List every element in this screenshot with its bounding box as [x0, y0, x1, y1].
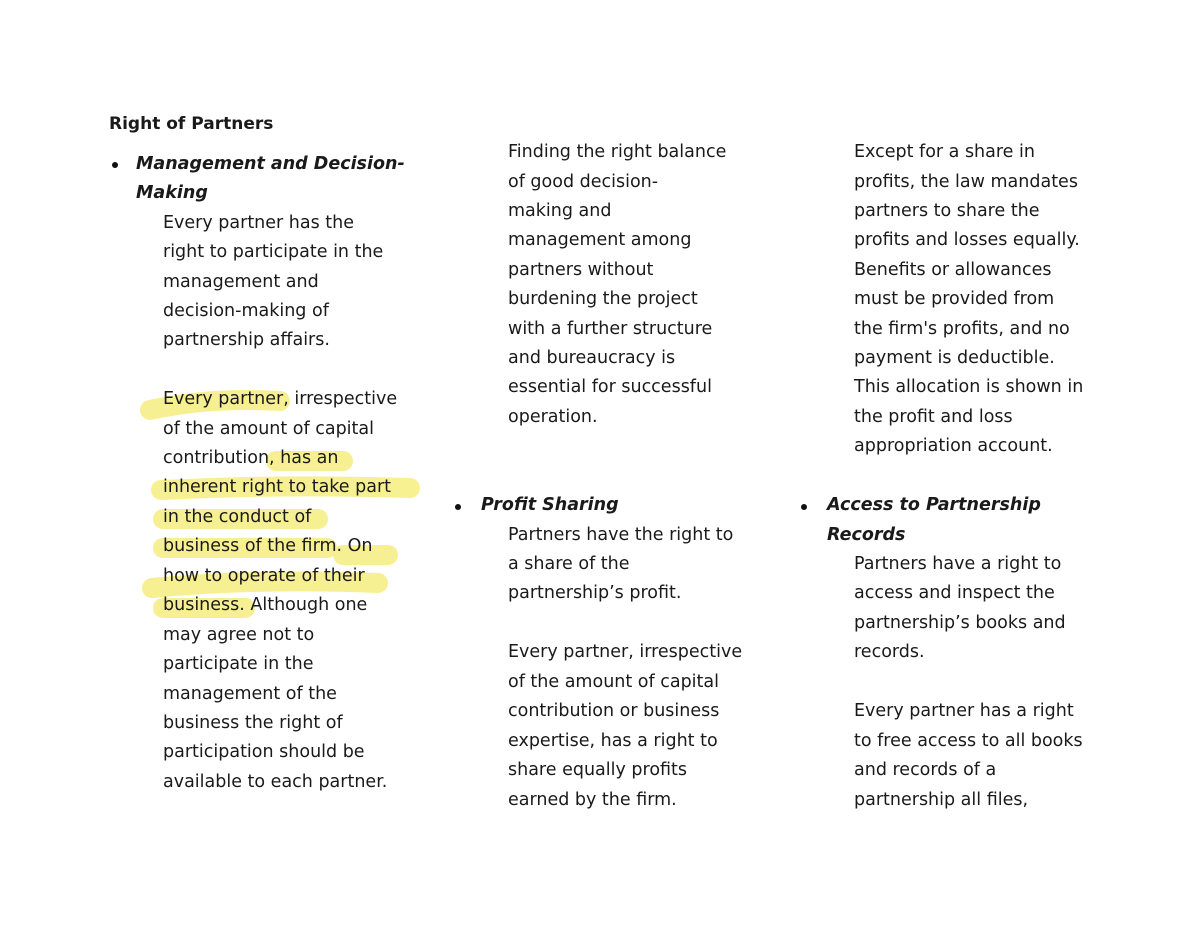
- text-line: with a further structure: [508, 319, 713, 339]
- section-heading-access-records: Access to Partnership: [827, 495, 1041, 515]
- text-line: business. Although one: [163, 595, 368, 615]
- text-line: profits and losses equally.: [854, 230, 1080, 250]
- bullet-icon: [112, 162, 118, 168]
- bullet-icon: [801, 504, 807, 510]
- text-line: This allocation is shown in: [854, 377, 1084, 397]
- text-line: burdening the project: [508, 289, 698, 309]
- text-line: records.: [854, 642, 925, 662]
- text-line: participate in the: [163, 654, 314, 674]
- text-line: profits, the law mandates: [854, 172, 1078, 192]
- text-line: partners without: [508, 260, 654, 280]
- text-line: Every partner, irrespective: [508, 642, 743, 662]
- text-line: business the right of: [163, 713, 343, 733]
- text-line: partnership’s profit.: [508, 583, 682, 603]
- text-line: expertise, has a right to: [508, 731, 718, 751]
- text-line: partnership’s books and: [854, 613, 1066, 633]
- text-line: participation should be: [163, 742, 365, 762]
- text-line: earned by the firm.: [508, 790, 677, 810]
- text-line: access and inspect the: [854, 583, 1055, 603]
- section-heading-profit-sharing: Profit Sharing: [481, 495, 619, 515]
- text-line: Finding the right balance: [508, 142, 727, 162]
- text-line: decision-making of: [163, 301, 329, 321]
- text-line: partnership all files,: [854, 790, 1029, 810]
- text-line: appropriation account.: [854, 436, 1053, 456]
- text-line: Partners have the right to: [508, 525, 734, 545]
- text-line: must be provided from: [854, 289, 1055, 309]
- text-line: the profit and loss: [854, 407, 1013, 427]
- text-line: inherent right to take part: [163, 477, 392, 497]
- text-line: the firm's profits, and no: [854, 319, 1070, 339]
- text-line: management among: [508, 230, 692, 250]
- text-line: operation.: [508, 407, 598, 427]
- text-line: in the conduct of: [163, 507, 312, 527]
- text-line: contribution or business: [508, 701, 720, 721]
- text-line: essential for successful: [508, 377, 712, 397]
- text-line: to free access to all books: [854, 731, 1083, 751]
- text-line: partnership affairs.: [163, 330, 330, 350]
- text-line: contribution, has an: [163, 448, 339, 468]
- text-line: Partners have a right to: [854, 554, 1062, 574]
- text-line: Except for a share in: [854, 142, 1035, 162]
- text-line: available to each partner.: [163, 772, 388, 792]
- text-line: making and: [508, 201, 612, 221]
- text-line: of the amount of capital: [163, 419, 374, 439]
- text-line: how to operate of their: [163, 566, 365, 586]
- text-line: and records of a: [854, 760, 997, 780]
- text-line: right to participate in the: [163, 242, 384, 262]
- text-line: Every partner has the: [163, 213, 355, 233]
- document-title: Right of Partners: [109, 114, 274, 134]
- text-line: partners to share the: [854, 201, 1040, 221]
- text-line: management and: [163, 272, 319, 292]
- text-line: of the amount of capital: [508, 672, 719, 692]
- text-line: of good decision-: [508, 172, 659, 192]
- text-line: management of the: [163, 684, 337, 704]
- section-heading-access-records-cont: Records: [827, 525, 906, 545]
- text-line: Every partner has a right: [854, 701, 1074, 721]
- text-line: a share of the: [508, 554, 630, 574]
- text-line: payment is deductible.: [854, 348, 1055, 368]
- text-line: Every partner, irrespective: [163, 389, 398, 409]
- text-line: may agree not to: [163, 625, 315, 645]
- section-heading-management: Management and Decision-: [136, 154, 405, 174]
- text-line: and bureaucracy is: [508, 348, 676, 368]
- text-line: share equally profits: [508, 760, 688, 780]
- section-heading-management-cont: Making: [136, 183, 208, 203]
- bullet-icon: [455, 504, 461, 510]
- text-line: Benefits or allowances: [854, 260, 1052, 280]
- text-line: business of the firm. On: [163, 536, 373, 556]
